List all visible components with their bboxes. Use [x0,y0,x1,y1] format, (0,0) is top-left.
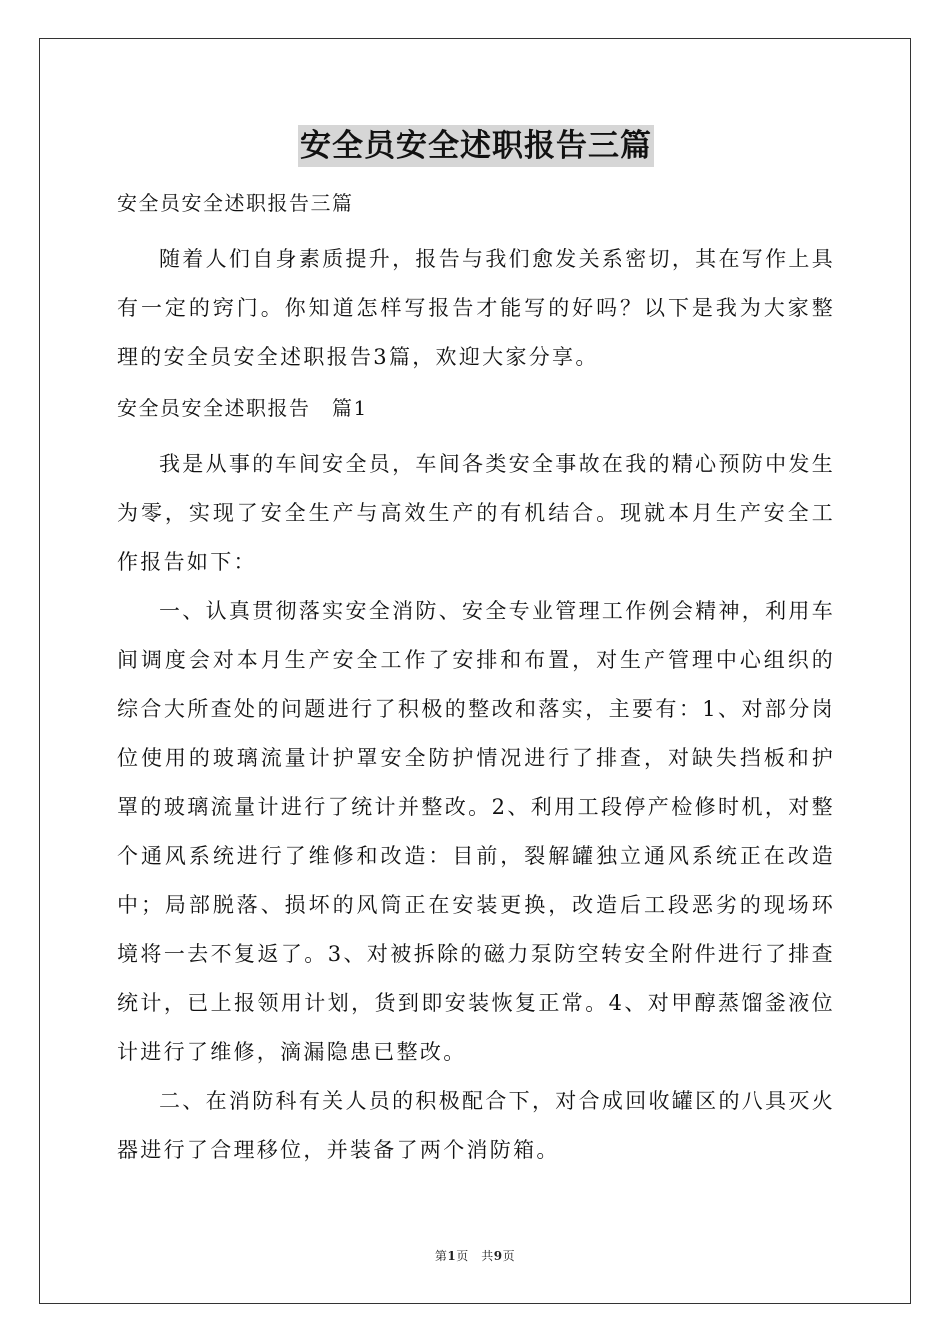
footer-page-prefix: 第 [434,1249,448,1263]
footer-page-current: 1 [447,1249,457,1263]
document-title: 安全员安全述职报告三篇 [298,125,654,167]
footer-page-mid: 页 共 [456,1249,494,1263]
page-footer [0,1247,950,1264]
document-subtitle: 安全员安全述职报告三篇 [117,191,354,215]
footer-page-suffix: 页 [502,1249,516,1263]
body-paragraph-3: 二、在消防科有关人员的积极配合下，对合成回收罐区的八具灭火器进行了合理移位，并装备了两个消防箱。 [117,1089,835,1162]
document-body [117,125,835,1175]
intro-paragraph: 随着人们自身素质提升，报告与我们愈发关系密切，其在写作上具有一定的窍门。你知道怎样写报告才能写的好吗？以下是我为大家整理的安全员安全述职报告3篇，欢迎大家分享。 [117,247,835,369]
title-wrap [117,125,835,167]
body-paragraph-2: 一、认真贯彻落实安全消防、安全专业管理工作例会精神，利用车间调度会对本月生产安全工作了安排和布置，对生产管理中心组织的综合大所查处的问题进行了积极的整改和落实，主要有：1、对部分岗位使用的玻璃流量计护罩安全防护情况进行了排查，对缺失挡板和护罩的玻璃流量计进行了统计并整改。2、利用工段停产检修时机，对整个通风系统进行了维修和改造：目前，裂解罐独立通风系统正在改造中；局部脱落、损坏的风筒正在安装更换，改造后工段恶劣的现场环境将一去不复返了。3、对被拆除的磁力泵防空转安全附件进行了排查统计，已上报领用计划，货到即安装恢复正常。4、对甲醇蒸馏釜液位计进行了维修，滴漏隐患已整改。 [117,599,835,1064]
footer-page-total: 9 [493,1249,503,1263]
section-heading-1: 安全员安全述职报告 篇1 [117,396,368,420]
body-paragraph-1: 我是从事的车间安全员，车间各类安全事故在我的精心预防中发生为零，实现了安全生产与高效生产的有机结合。现就本月生产安全工作报告如下： [117,452,835,574]
